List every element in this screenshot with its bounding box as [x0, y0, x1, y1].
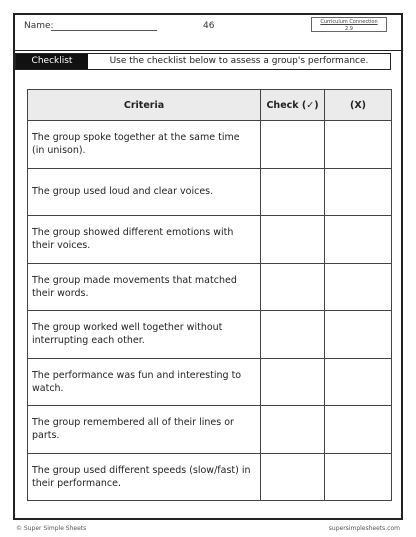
criteria-cell: The group made movements that matched their words.: [28, 263, 261, 311]
check-cell[interactable]: [261, 168, 325, 216]
criteria-cell: The group remembered all of their lines or parts.: [28, 406, 261, 454]
check-cell[interactable]: [261, 358, 325, 406]
x-cell[interactable]: [325, 216, 392, 264]
check-cell[interactable]: [261, 216, 325, 264]
table-row: [28, 263, 392, 311]
x-cell[interactable]: [325, 453, 392, 501]
criteria-cell: The group spoke together at the same time (in unison).: [28, 121, 261, 169]
check-header: Check (✓): [261, 90, 325, 121]
curriculum-connection-box: [311, 17, 387, 32]
instruction-tag: Checklist: [16, 54, 88, 69]
x-cell[interactable]: [325, 263, 392, 311]
x-cell[interactable]: [325, 168, 392, 216]
instruction-bar: [15, 53, 391, 70]
table-header-row: [28, 90, 392, 121]
checklist-table: [27, 89, 392, 501]
name-label: Name:: [24, 21, 54, 31]
table-row: [28, 311, 392, 359]
table-row: [28, 216, 392, 264]
page-number: 46: [203, 21, 215, 31]
check-cell[interactable]: [261, 263, 325, 311]
criteria-cell: The group worked well together without interrupting each other.: [28, 311, 261, 359]
check-cell[interactable]: [261, 406, 325, 454]
footer-website[interactable]: supersimplesheets.com: [328, 525, 400, 532]
worksheet-frame: [13, 13, 403, 520]
table-row: [28, 121, 392, 169]
criteria-cell: The group used different speeds (slow/fast) in their performance.: [28, 453, 261, 501]
check-cell[interactable]: [261, 121, 325, 169]
worksheet-header: [15, 15, 401, 51]
check-cell[interactable]: [261, 453, 325, 501]
x-header: (X): [325, 90, 392, 121]
x-cell[interactable]: [325, 311, 392, 359]
table-row: [28, 168, 392, 216]
name-field[interactable]: [51, 30, 157, 31]
table-row: [28, 406, 392, 454]
criteria-cell: The group used loud and clear voices.: [28, 168, 261, 216]
header-divider: [15, 50, 401, 51]
table-row: [28, 358, 392, 406]
check-cell[interactable]: [261, 311, 325, 359]
x-cell[interactable]: [325, 406, 392, 454]
criteria-cell: The performance was fun and interesting to watch.: [28, 358, 261, 406]
table-row: [28, 453, 392, 501]
criteria-header: Criteria: [28, 90, 261, 121]
criteria-cell: The group showed different emotions with their voices.: [28, 216, 261, 264]
footer-copyright: © Super Simple Sheets: [16, 525, 87, 532]
curriculum-connection-code: 2.9: [345, 26, 353, 32]
x-cell[interactable]: [325, 121, 392, 169]
x-cell[interactable]: [325, 358, 392, 406]
instruction-text: Use the checklist below to assess a group's performance.: [109, 56, 369, 66]
curriculum-connection-title: Curriculum Connection: [320, 19, 378, 25]
